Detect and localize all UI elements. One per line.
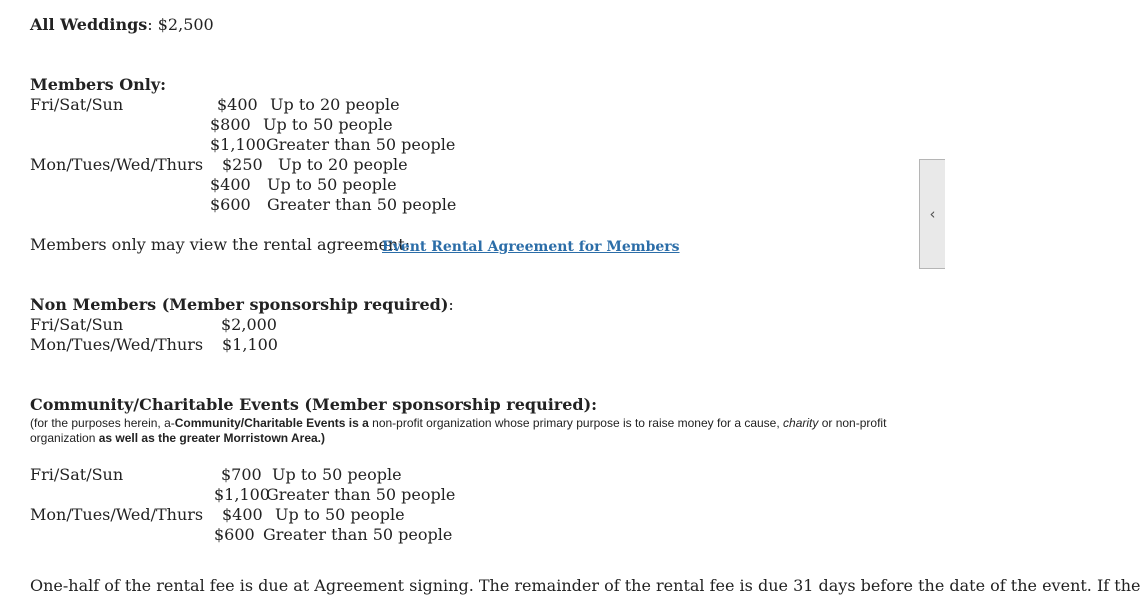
members-row-desc: Up to 20 people xyxy=(278,155,408,174)
event-rental-agreement-link[interactable]: Event Rental Agreement for Members xyxy=(382,239,680,255)
non-members-row-price: $2,000 xyxy=(221,315,277,334)
payment-terms-text: One-half of the rental fee is due at Agreement signing. The remainder of the rental fee is due 31 days before the date of the event. If the xyxy=(30,576,1141,595)
members-row-price: $600 xyxy=(210,195,251,214)
community-row-desc: Greater than 50 people xyxy=(263,525,453,544)
community-row-day: Fri/Sat/Sun xyxy=(30,465,124,484)
community-row-price: $600 xyxy=(214,525,255,544)
non-members-heading xyxy=(30,295,454,315)
agreement-text: Members only may view the rental agreement: xyxy=(30,235,411,254)
community-note-part: charity xyxy=(783,416,819,430)
members-row-price: $250 xyxy=(222,155,263,174)
members-row-desc: Up to 50 people xyxy=(263,115,393,134)
community-note-part: Community/Charitable Events is a xyxy=(174,416,369,430)
community-heading: Community/Charitable Events (Member sponsorship required): xyxy=(30,395,598,414)
community-row-desc: Up to 50 people xyxy=(272,465,402,484)
chevron-left-icon: ‹ xyxy=(929,205,936,223)
community-row-price: $400 xyxy=(222,505,263,524)
agreement-link-wrap xyxy=(382,236,680,257)
members-row-day: Fri/Sat/Sun xyxy=(30,95,124,114)
all-weddings-label: All Weddings xyxy=(30,15,148,34)
non-members-heading-text: Non Members (Member sponsorship required) xyxy=(30,295,449,314)
community-row-desc: Greater than 50 people xyxy=(266,485,456,504)
side-panel-toggle-button[interactable] xyxy=(919,159,945,269)
members-row-price: $1,100 xyxy=(210,135,266,154)
members-row-desc: Up to 50 people xyxy=(267,175,397,194)
community-note-line-2 xyxy=(30,431,325,446)
non-members-heading-colon: : xyxy=(448,295,454,314)
all-weddings-line xyxy=(30,15,214,35)
non-members-row-price: $1,100 xyxy=(222,335,278,354)
non-members-row-day: Mon/Tues/Wed/Thurs xyxy=(30,335,204,354)
community-note-line-1 xyxy=(30,416,886,431)
members-only-heading: Members Only: xyxy=(30,75,167,94)
community-row-desc: Up to 50 people xyxy=(275,505,405,524)
community-row-price: $1,100 xyxy=(214,485,270,504)
community-note-part: organization xyxy=(30,431,99,445)
members-row-price: $400 xyxy=(217,95,258,114)
members-row-price: $400 xyxy=(210,175,251,194)
community-note-part: non-profit organization whose primary purpose is to raise money for a cause, xyxy=(368,416,784,430)
community-row-price: $700 xyxy=(221,465,262,484)
members-row-day: Mon/Tues/Wed/Thurs xyxy=(30,155,204,174)
community-note-part: or non-profit xyxy=(818,416,887,430)
members-row-desc: Up to 20 people xyxy=(270,95,400,114)
members-row-desc: Greater than 50 people xyxy=(267,195,457,214)
members-row-price: $800 xyxy=(210,115,251,134)
all-weddings-value: : $2,500 xyxy=(147,15,214,34)
community-note-part: as well as the greater Morristown Area.) xyxy=(98,431,326,445)
community-row-day: Mon/Tues/Wed/Thurs xyxy=(30,505,204,524)
members-row-desc: Greater than 50 people xyxy=(266,135,456,154)
non-members-row-day: Fri/Sat/Sun xyxy=(30,315,124,334)
community-note-part: (for the purposes herein, a- xyxy=(30,416,175,430)
